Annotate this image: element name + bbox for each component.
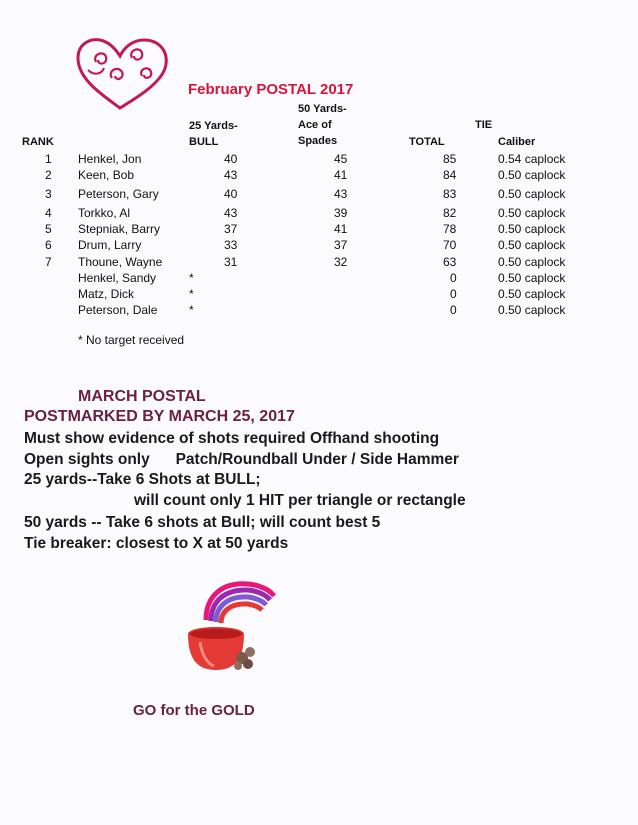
table-row (0, 271, 638, 285)
bull-cell: 31 (224, 255, 238, 269)
rank-cell: 3 (45, 187, 52, 201)
ace-cell: 32 (334, 255, 348, 269)
slogan: GO for the GOLD (133, 702, 255, 719)
header-caliber: Caliber (498, 136, 536, 148)
caliber-cell: 0.50 caplock (498, 271, 566, 285)
caliber-cell: 0.50 caplock (498, 206, 566, 220)
bull-cell: 40 (224, 187, 238, 201)
rule-line: 50 yards -- Take 6 shots at Bull; will count best 5 (24, 514, 381, 531)
bull-cell: * (189, 303, 194, 317)
bull-cell: 37 (224, 222, 238, 236)
caliber-cell: 0.50 caplock (498, 287, 566, 301)
header-rank: RANK (22, 136, 54, 148)
rule-line: 25 yards--Take 6 Shots at BULL; (24, 471, 261, 488)
caliber-cell: 0.50 caplock (498, 168, 566, 182)
caliber-cell: 0.50 caplock (498, 255, 566, 269)
bull-cell: 43 (224, 168, 238, 182)
total-cell: 0 (450, 287, 457, 301)
header-total: TOTAL (409, 136, 445, 148)
bull-cell: 43 (224, 206, 238, 220)
name-cell: Henkel, Sandy (78, 271, 157, 285)
total-cell: 82 (443, 206, 457, 220)
rule-line: Must show evidence of shots required Offhand shooting (24, 430, 440, 447)
header-ace-line1: 50 Yards- (298, 103, 347, 115)
rank-cell: 6 (45, 238, 52, 252)
table-row (0, 187, 638, 201)
table-row (0, 152, 638, 166)
postmark-deadline: POSTMARKED BY MARCH 25, 2017 (24, 408, 295, 425)
ace-cell: 43 (334, 187, 348, 201)
name-cell: Torkko, Al (78, 206, 131, 220)
rank-cell: 4 (45, 206, 52, 220)
table-row (0, 222, 638, 236)
ace-cell: 41 (334, 168, 348, 182)
name-cell: Drum, Larry (78, 238, 142, 252)
ace-cell: 39 (334, 206, 348, 220)
table-row (0, 168, 638, 182)
total-cell: 0 (450, 271, 457, 285)
total-cell: 70 (443, 238, 457, 252)
header-ace-line3: Spades (298, 135, 338, 147)
total-cell: 63 (443, 255, 457, 269)
total-cell: 84 (443, 168, 457, 182)
bull-cell: 40 (224, 152, 238, 166)
total-cell: 85 (443, 152, 457, 166)
table-row (0, 287, 638, 301)
name-cell: Matz, Dick (78, 287, 135, 301)
footnote: * No target received (78, 333, 185, 347)
heart-icon (74, 36, 174, 116)
name-cell: Thoune, Wayne (78, 255, 163, 269)
page-title: February POSTAL 2017 (188, 81, 354, 98)
name-cell: Henkel, Jon (78, 152, 142, 166)
caliber-cell: 0.54 caplock (498, 152, 566, 166)
bull-cell: * (189, 271, 194, 285)
rule-line: will count only 1 HIT per triangle or rectangle (134, 492, 466, 509)
table-row (0, 206, 638, 220)
name-cell: Stepniak, Barry (78, 222, 161, 236)
table-row (0, 255, 638, 269)
header-ace-line2: Ace of (298, 119, 332, 131)
caliber-cell: 0.50 caplock (498, 222, 566, 236)
rainbow-pot-icon (178, 576, 278, 676)
rule-line: Tie breaker: closest to X at 50 yards (24, 535, 289, 552)
rank-cell: 2 (45, 168, 52, 182)
total-cell: 0 (450, 303, 457, 317)
ace-cell: 37 (334, 238, 348, 252)
bull-cell: 33 (224, 238, 238, 252)
name-cell: Peterson, Dale (78, 303, 158, 317)
total-cell: 78 (443, 222, 457, 236)
caliber-cell: 0.50 caplock (498, 187, 566, 201)
header-bull-line2: BULL (189, 136, 219, 148)
name-cell: Peterson, Gary (78, 187, 159, 201)
caliber-cell: 0.50 caplock (498, 238, 566, 252)
rank-cell: 7 (45, 255, 52, 269)
caliber-cell: 0.50 caplock (498, 303, 566, 317)
header-tie: TIE (475, 119, 493, 131)
table-row (0, 303, 638, 317)
rank-cell: 5 (45, 222, 52, 236)
march-title: MARCH POSTAL (78, 388, 206, 405)
ace-cell: 41 (334, 222, 348, 236)
table-row (0, 238, 638, 252)
rank-cell: 1 (45, 152, 52, 166)
ace-cell: 45 (334, 152, 348, 166)
name-cell: Keen, Bob (78, 168, 135, 182)
header-bull-line1: 25 Yards- (189, 120, 238, 132)
total-cell: 83 (443, 187, 457, 201)
bull-cell: * (189, 287, 194, 301)
rule-line: Open sights only Patch/Roundball Under / Side Hammer (24, 451, 459, 468)
